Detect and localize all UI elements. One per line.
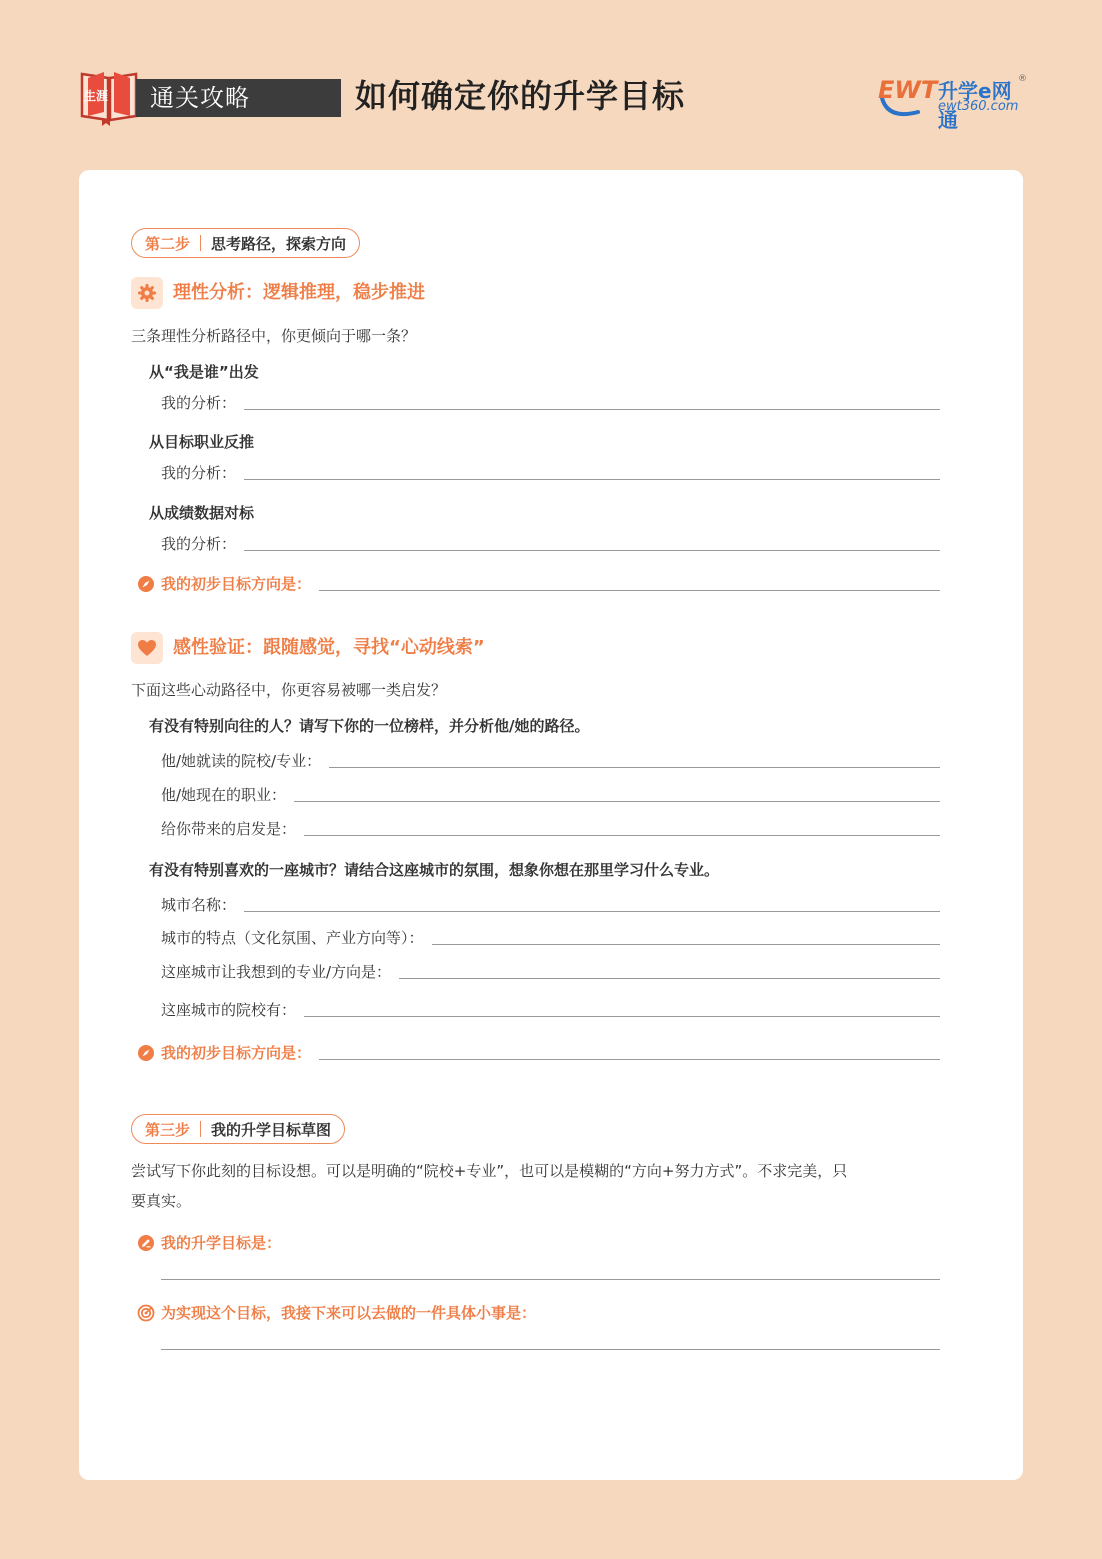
city-name-field[interactable] [161, 894, 940, 916]
city-schools-field[interactable] [161, 999, 940, 1021]
study-goal-write-line[interactable] [161, 1279, 940, 1280]
role-model-inspiration-field[interactable] [161, 818, 940, 840]
write-line[interactable] [329, 766, 940, 768]
city-name-label: 城市名称： [161, 896, 237, 914]
study-goal-label-row [137, 1232, 281, 1254]
rational-goal-field[interactable] [137, 573, 940, 595]
step-three-intro-line-1: 尝试写下你此刻的目标设想。可以是明确的“院校+专业”，也可以是模糊的“方向+努力方式”。不求完美，只 [131, 1162, 848, 1180]
write-line[interactable] [319, 1059, 940, 1060]
write-line[interactable] [432, 943, 940, 945]
path-option-2-label: 从目标职业反推 [149, 433, 255, 451]
rational-goal-label: 我的初步目标方向是： [161, 575, 312, 593]
logo-cn-text: 升学e网通 [938, 79, 1012, 132]
worksheet-card [79, 170, 1023, 1480]
write-line[interactable] [399, 977, 940, 979]
pill-divider [200, 235, 201, 251]
pencil-icon [137, 1234, 155, 1252]
city-features-field[interactable] [161, 927, 940, 949]
page-title: 如何确定你的升学目标 [355, 77, 686, 115]
logo-ewt-text: EWT [878, 76, 938, 104]
role-model-job-field[interactable] [161, 784, 940, 806]
role-model-inspiration-label: 给你带来的启发是： [161, 820, 297, 838]
study-goal-label: 我的升学目标是： [161, 1234, 282, 1252]
role-model-school-field[interactable] [161, 750, 940, 772]
analysis-field-2-label: 我的分析： [161, 464, 237, 482]
emotional-intro: 下面这些心动路径中，你更容易被哪一类启发？ [131, 681, 447, 699]
role-model-job-label: 他/她现在的职业： [161, 786, 287, 804]
target-icon [137, 1304, 155, 1322]
step-three-pill [131, 1114, 345, 1144]
emotional-section-title: 感性验证：跟随感觉，寻找“心动线索” [173, 637, 485, 658]
write-line[interactable] [244, 408, 940, 410]
emotional-goal-label: 我的初步目标方向是： [161, 1044, 312, 1062]
compass-icon [137, 575, 155, 593]
step-three-title: 我的升学目标草图 [211, 1120, 332, 1139]
page-header [78, 62, 1028, 132]
step-two-title: 思考路径，探索方向 [211, 234, 347, 253]
logo-registered-mark: ® [1018, 74, 1027, 84]
path-option-1-label: 从“我是谁”出发 [149, 363, 259, 381]
city-major-field[interactable] [161, 961, 940, 983]
path-option-3-label: 从成绩数据对标 [149, 504, 255, 522]
city-question [137, 859, 719, 881]
write-line[interactable] [244, 910, 940, 912]
analysis-field-3-label: 我的分析： [161, 535, 237, 553]
ewt-logo [878, 74, 1028, 132]
compass-icon [137, 1044, 155, 1062]
step-three-intro-line-2: 要真实。 [131, 1192, 192, 1210]
city-features-label: 城市的特点（文化氛围、产业方向等）： [161, 929, 424, 947]
role-model-school-label: 他/她就读的院校/专业： [161, 752, 322, 770]
analysis-field-2[interactable] [161, 462, 940, 484]
write-line[interactable] [304, 834, 940, 836]
city-question-label: 有没有特别喜欢的一座城市？请结合这座城市的氛围，想象你想在那里学习什么专业。 [149, 861, 720, 879]
step-two-pill [131, 228, 360, 258]
gear-icon [131, 277, 163, 309]
role-model-question [137, 715, 589, 737]
step-three-number: 第三步 [145, 1120, 191, 1139]
path-option-3 [137, 502, 254, 524]
step-two-number: 第二步 [145, 234, 191, 253]
write-line[interactable] [304, 1015, 940, 1017]
emotional-goal-field[interactable] [137, 1042, 940, 1064]
next-action-write-line[interactable] [161, 1349, 940, 1350]
write-line[interactable] [244, 549, 940, 551]
next-action-label: 为实现这个目标，我接下来可以去做的一件具体小事是： [161, 1304, 537, 1322]
guide-badge: 通关攻略 [136, 79, 341, 117]
write-line[interactable] [244, 478, 940, 480]
next-action-label-row [137, 1302, 536, 1324]
path-option-1 [137, 361, 259, 383]
rational-intro: 三条理性分析路径中，你更倾向于哪一条？ [131, 327, 417, 345]
open-book-icon [78, 62, 140, 126]
write-line[interactable] [294, 800, 940, 802]
book-char-1: 生涯 [83, 89, 109, 103]
write-line[interactable] [319, 590, 940, 591]
heart-icon [131, 632, 163, 664]
city-major-label: 这座城市让我想到的专业/方向是： [161, 963, 392, 981]
analysis-field-1-label: 我的分析： [161, 394, 237, 412]
logo-url-text: ewt360.com [938, 99, 1019, 114]
path-option-2 [137, 431, 254, 453]
pill-divider [200, 1121, 201, 1137]
role-model-question-label: 有没有特别向往的人？请写下你的一位榜样，并分析他/她的路径。 [149, 717, 590, 735]
rational-section-title: 理性分析：逻辑推理，稳步推进 [173, 282, 425, 303]
analysis-field-3[interactable] [161, 533, 940, 555]
city-schools-label: 这座城市的院校有： [161, 1001, 297, 1019]
analysis-field-1[interactable] [161, 392, 940, 414]
